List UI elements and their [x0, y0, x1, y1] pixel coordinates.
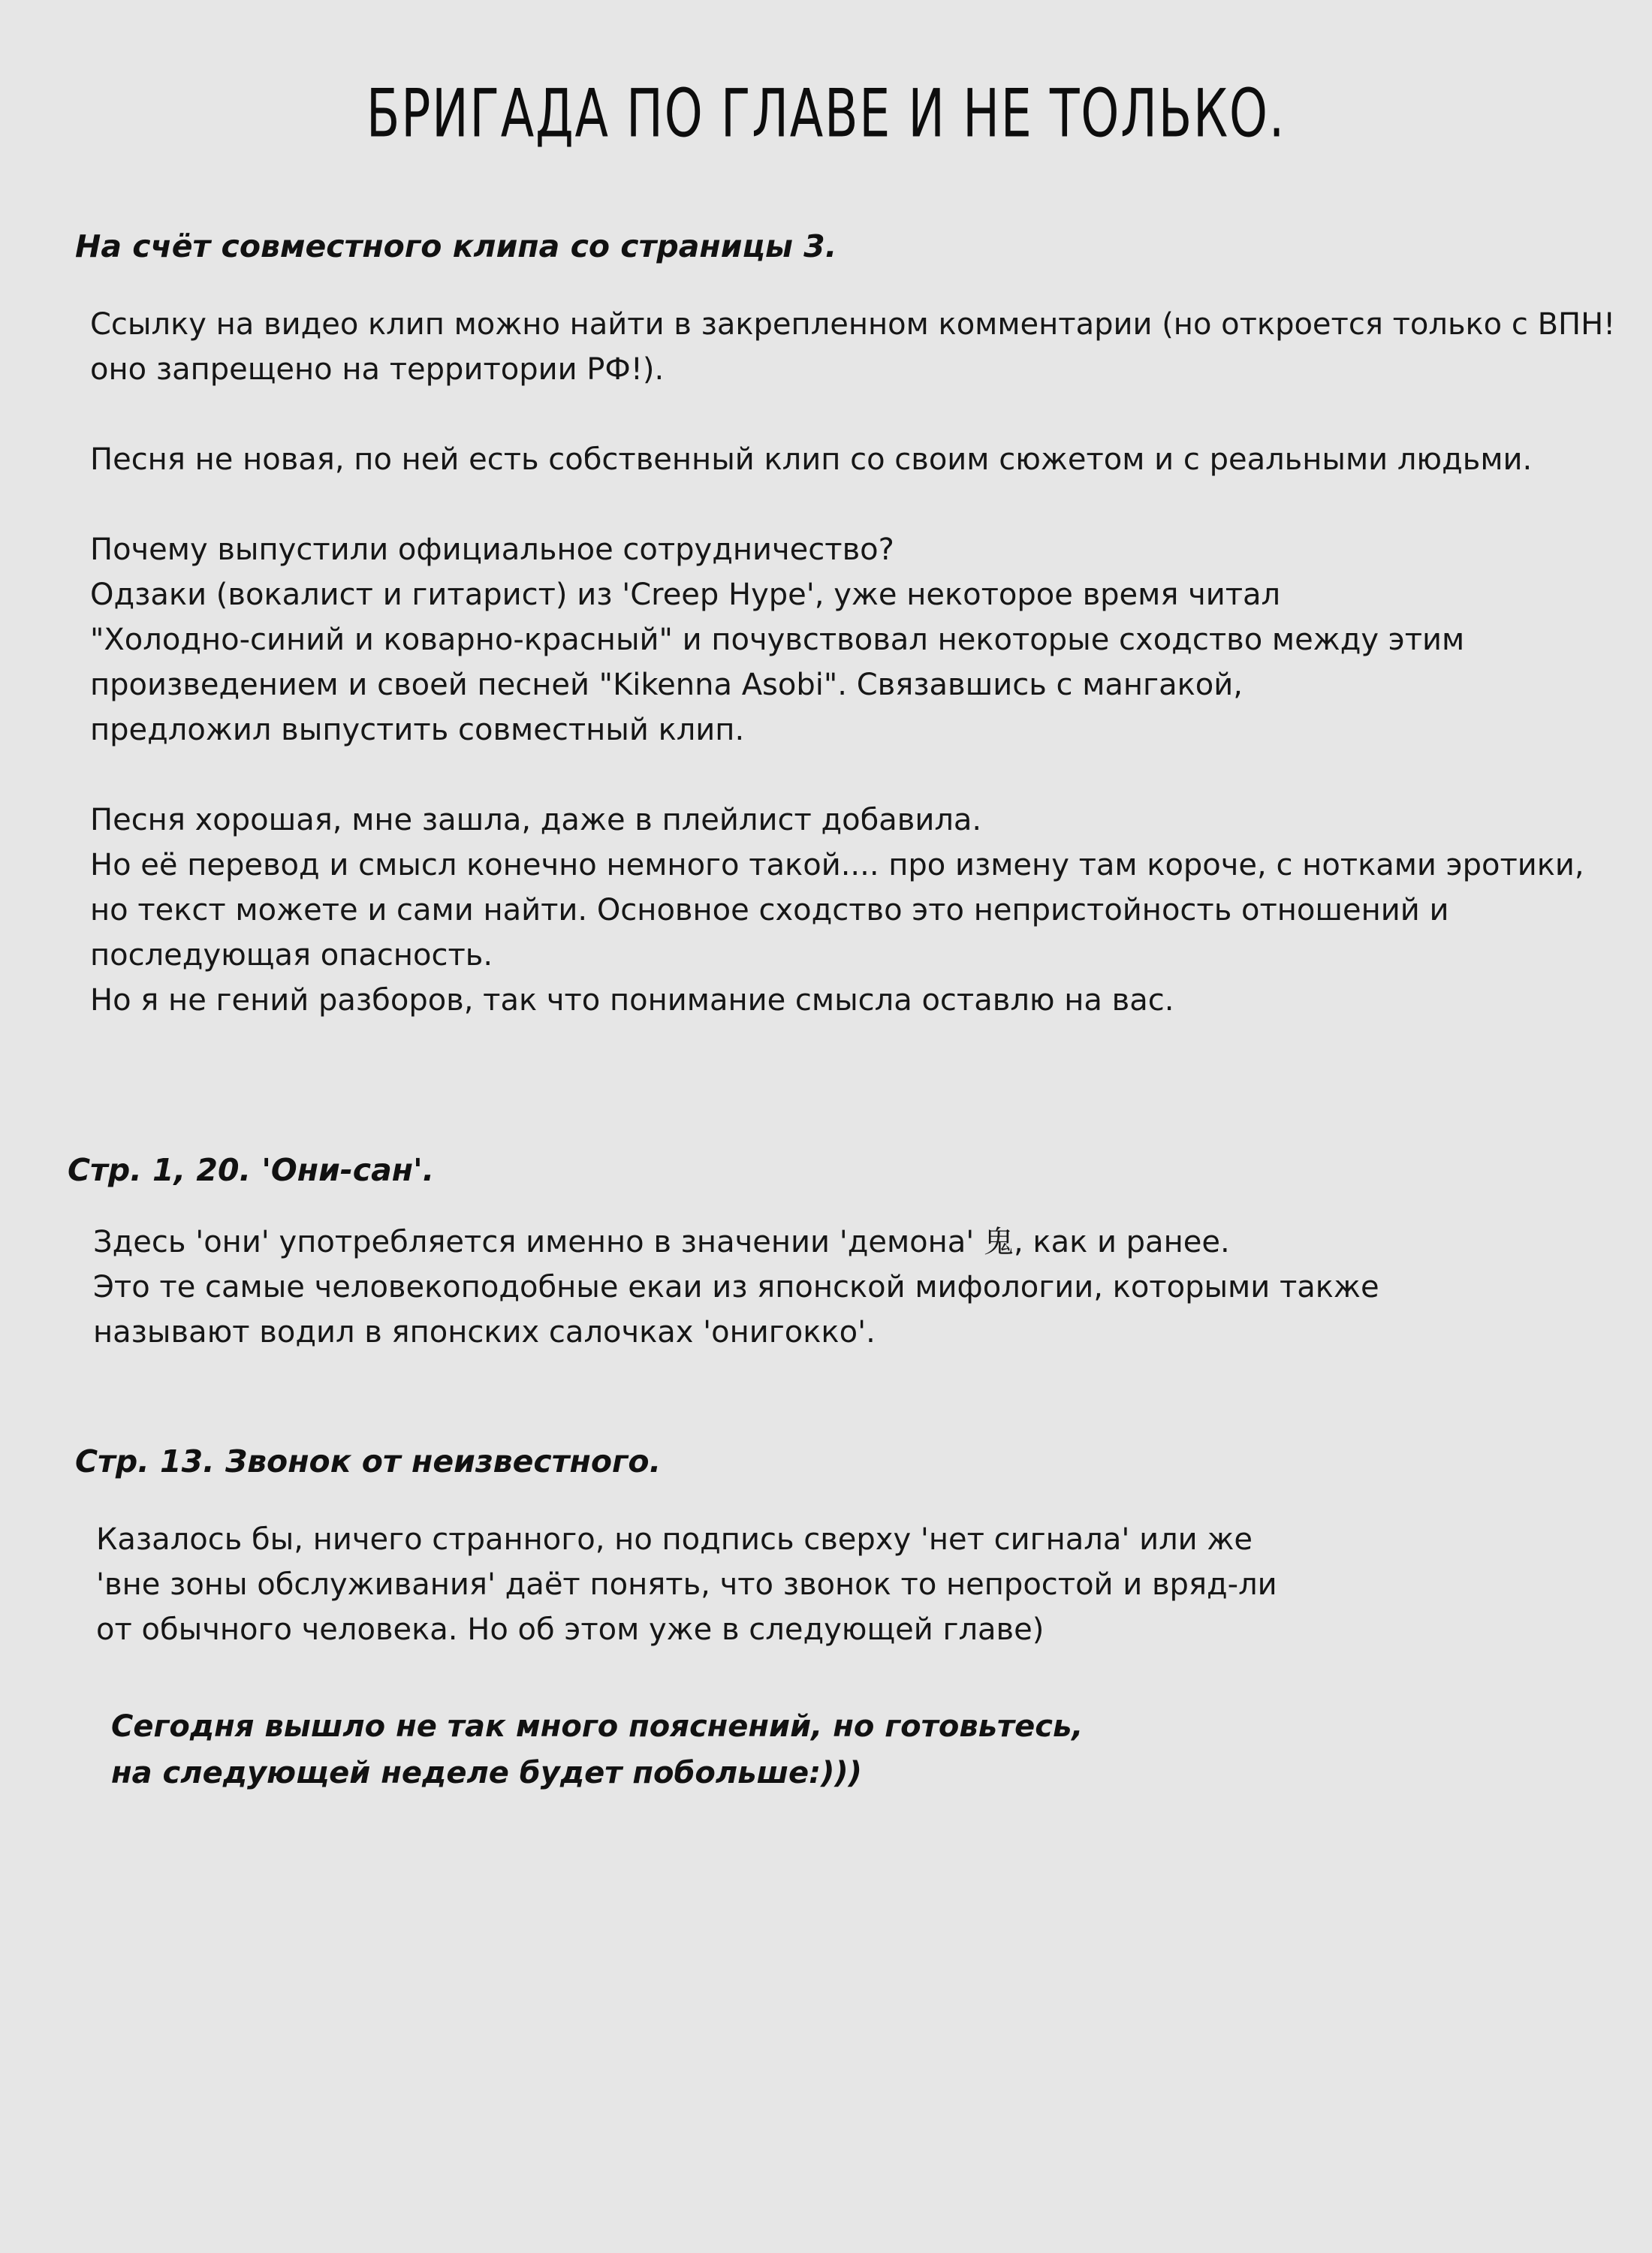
section-body-oni	[93, 1220, 1379, 1355]
section-heading-clip: На счёт совместного клипа со страницы 3.	[75, 228, 837, 264]
text-line: называют водил в японских салочках 'онигокко'.	[93, 1315, 876, 1350]
section-heading-oni: Стр. 1, 20. 'Они-сан'.	[68, 1152, 435, 1188]
text-line: предложил выпустить совместный клип.	[90, 713, 745, 747]
closing-note	[111, 1703, 1083, 1796]
text-line: Одзаки (вокалист и гитарист) из 'Creep Hype', уже некоторое время читал	[90, 578, 1281, 612]
text-line: оно запрещено на территории РФ!).	[90, 352, 665, 387]
text-line: "Холодно-синий и коварно-красный" и почувствовал некоторые сходство между этим	[90, 623, 1465, 657]
section-body-call	[96, 1517, 1277, 1652]
text-line: 'вне зоны обслуживания' даёт понять, что звонок то непростой и вряд-ли	[96, 1567, 1277, 1602]
text-line: Здесь 'они' употребляется именно в значении 'демона' 鬼, как и ранее.	[93, 1225, 1230, 1259]
text-line	[90, 753, 1615, 798]
page-title: БРИГАДА ПО ГЛАВЕ И НЕ ТОЛЬКО.	[366, 74, 1286, 152]
text-line: но текст можете и сами найти. Основное сходство это непристойность отношений и	[90, 893, 1449, 927]
text-line	[90, 482, 1615, 527]
text-line: Почему выпустили официальное сотрудничество?	[90, 532, 894, 567]
section-body-clip	[90, 302, 1615, 1023]
text-line: последующая опасность.	[90, 938, 493, 973]
text-line: Казалось бы, ничего странного, но подпись сверху 'нет сигнала' или же	[96, 1522, 1253, 1557]
closing-line: на следующей неделе будет побольше:)))	[111, 1756, 862, 1790]
text-line: Песня хорошая, мне зашла, даже в плейлист добавила.	[90, 803, 982, 837]
text-line: от обычного человека. Но об этом уже в следующей главе)	[96, 1612, 1045, 1647]
closing-line: Сегодня вышло не так много пояснений, но готовьтесь,	[111, 1709, 1084, 1744]
text-line: Но я не гений разборов, так что понимание смысла оставлю на вас.	[90, 983, 1174, 1018]
section-heading-call: Стр. 13. Звонок от неизвестного.	[75, 1443, 662, 1479]
text-line: Это те самые человекоподобные екаи из японской мифологии, которыми также	[93, 1270, 1379, 1304]
text-line: произведением и своей песней "Kikenna Asobi". Связавшись с мангакой,	[90, 668, 1243, 702]
text-line	[90, 392, 1615, 437]
text-line: Песня не новая, по ней есть собственный клип со своим сюжетом и с реальными людьми.	[90, 442, 1533, 477]
text-line: Но её перевод и смысл конечно немного такой.... про измену там короче, с нотками эротики,	[90, 848, 1584, 882]
text-line: Ссылку на видео клип можно найти в закрепленном комментарии (но откроется только с ВПН!	[90, 307, 1616, 342]
